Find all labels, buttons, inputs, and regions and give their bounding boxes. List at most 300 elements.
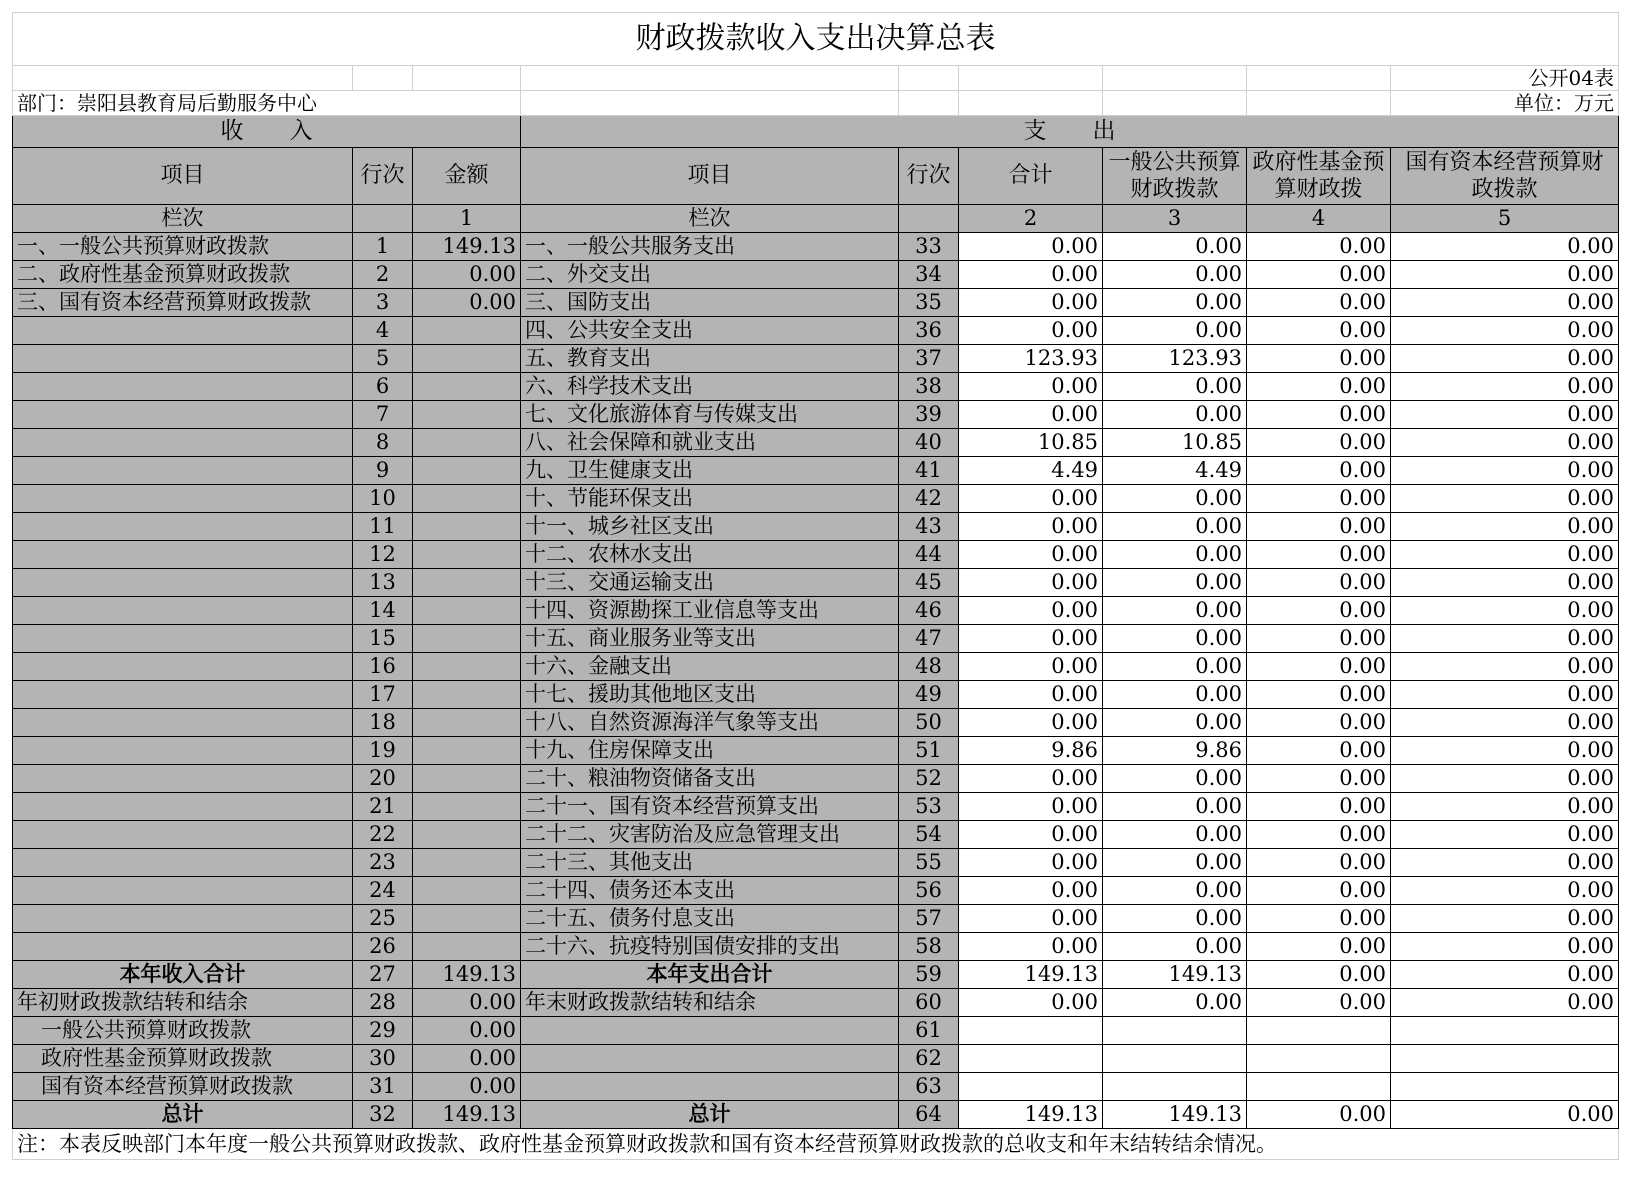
table-title: 财政拨款收入支出决算总表 xyxy=(13,13,1619,66)
state-capital-value: 0.00 xyxy=(1391,401,1619,429)
unit-label: 单位：万元 xyxy=(1391,91,1619,116)
fund-budget-value: 0.00 xyxy=(1247,345,1391,373)
form-number: 公开04表 xyxy=(1391,66,1619,91)
fund-budget-value: 0.00 xyxy=(1247,1101,1391,1129)
income-amount xyxy=(413,737,521,765)
fund-budget-value: 0.00 xyxy=(1247,457,1391,485)
table-row xyxy=(13,821,1619,849)
state-capital-value xyxy=(1391,1017,1619,1045)
state-capital-value: 0.00 xyxy=(1391,569,1619,597)
income-row-number: 28 xyxy=(353,989,413,1017)
table-row xyxy=(13,681,1619,709)
expense-item: 十二、农林水支出 xyxy=(521,541,899,569)
expense-row-number: 64 xyxy=(899,1101,959,1129)
expense-item: 十九、住房保障支出 xyxy=(521,737,899,765)
income-amount xyxy=(413,821,521,849)
income-row-number: 16 xyxy=(353,653,413,681)
fund-budget-value: 0.00 xyxy=(1247,849,1391,877)
income-item xyxy=(13,317,353,345)
state-capital-value: 0.00 xyxy=(1391,485,1619,513)
total-value: 0.00 xyxy=(959,597,1103,625)
income-item xyxy=(13,569,353,597)
income-item: 二、政府性基金预算财政拨款 xyxy=(13,261,353,289)
income-amount xyxy=(413,513,521,541)
expense-row-number: 49 xyxy=(899,681,959,709)
expense-item xyxy=(521,1045,899,1073)
state-capital-value: 0.00 xyxy=(1391,373,1619,401)
expense-item-header: 项目 xyxy=(521,148,899,205)
general-budget-value: 149.13 xyxy=(1103,961,1247,989)
income-amount xyxy=(413,429,521,457)
expense-row-number: 39 xyxy=(899,401,959,429)
income-amount xyxy=(413,569,521,597)
table-row xyxy=(13,961,1619,989)
expense-row-number: 57 xyxy=(899,905,959,933)
total-value: 0.00 xyxy=(959,709,1103,737)
state-capital-value: 0.00 xyxy=(1391,513,1619,541)
general-budget-value: 0.00 xyxy=(1103,401,1247,429)
income-amount xyxy=(413,681,521,709)
total-value: 0.00 xyxy=(959,905,1103,933)
fund-budget-value: 0.00 xyxy=(1247,401,1391,429)
state-capital-value: 0.00 xyxy=(1391,233,1619,261)
total-value: 0.00 xyxy=(959,765,1103,793)
total-value: 149.13 xyxy=(959,961,1103,989)
general-budget-value xyxy=(1103,1073,1247,1101)
income-row-number: 17 xyxy=(353,681,413,709)
income-row-number: 32 xyxy=(353,1101,413,1129)
expense-item: 十六、金融支出 xyxy=(521,653,899,681)
state-capital-header: 国有资本经营预算财政拨款 xyxy=(1391,148,1619,205)
state-capital-value: 0.00 xyxy=(1391,737,1619,765)
expense-row-number: 56 xyxy=(899,877,959,905)
expense-item: 二十一、国有资本经营预算支出 xyxy=(521,793,899,821)
total-value: 0.00 xyxy=(959,933,1103,961)
income-item xyxy=(13,373,353,401)
table-row xyxy=(13,737,1619,765)
income-amount xyxy=(413,541,521,569)
income-item xyxy=(13,429,353,457)
table-row xyxy=(13,709,1619,737)
expense-item: 三、国防支出 xyxy=(521,289,899,317)
fund-budget-header: 政府性基金预算财政拨 xyxy=(1247,148,1391,205)
income-row-number: 8 xyxy=(353,429,413,457)
expense-item: 九、卫生健康支出 xyxy=(521,457,899,485)
total-value xyxy=(959,1045,1103,1073)
table-row xyxy=(13,261,1619,289)
general-budget-value: 4.49 xyxy=(1103,457,1247,485)
income-amount xyxy=(413,877,521,905)
general-budget-header: 一般公共预算财政拨款 xyxy=(1103,148,1247,205)
fund-budget-value: 0.00 xyxy=(1247,989,1391,1017)
table-row xyxy=(13,1101,1619,1129)
expense-item: 四、公共安全支出 xyxy=(521,317,899,345)
income-row-number: 27 xyxy=(353,961,413,989)
table-row xyxy=(13,765,1619,793)
income-item xyxy=(13,905,353,933)
income-amount xyxy=(413,597,521,625)
state-capital-value: 0.00 xyxy=(1391,261,1619,289)
expense-row-number: 60 xyxy=(899,989,959,1017)
fiscal-summary-table xyxy=(12,12,1619,1160)
expense-item: 十五、商业服务业等支出 xyxy=(521,625,899,653)
fund-budget-value: 0.00 xyxy=(1247,737,1391,765)
table-row xyxy=(13,345,1619,373)
general-budget-value: 149.13 xyxy=(1103,1101,1247,1129)
total-value xyxy=(959,1073,1103,1101)
expense-row-number: 42 xyxy=(899,485,959,513)
expense-row-number: 37 xyxy=(899,345,959,373)
expense-row-number: 40 xyxy=(899,429,959,457)
income-amount xyxy=(413,905,521,933)
state-capital-value xyxy=(1391,1073,1619,1101)
total-value: 0.00 xyxy=(959,373,1103,401)
table-row xyxy=(13,1017,1619,1045)
income-row-number: 22 xyxy=(353,821,413,849)
general-budget-value: 0.00 xyxy=(1103,877,1247,905)
income-row-number: 15 xyxy=(353,625,413,653)
fund-budget-value: 0.00 xyxy=(1247,485,1391,513)
income-row-number: 31 xyxy=(353,1073,413,1101)
total-value: 0.00 xyxy=(959,317,1103,345)
general-budget-value: 123.93 xyxy=(1103,345,1247,373)
state-capital-value: 0.00 xyxy=(1391,429,1619,457)
fund-budget-value: 0.00 xyxy=(1247,709,1391,737)
income-amount xyxy=(413,653,521,681)
expense-row-number: 52 xyxy=(899,765,959,793)
income-amount xyxy=(413,345,521,373)
table-row xyxy=(13,989,1619,1017)
table-row xyxy=(13,933,1619,961)
total-value: 0.00 xyxy=(959,513,1103,541)
income-row-number: 13 xyxy=(353,569,413,597)
expense-row-number: 46 xyxy=(899,597,959,625)
general-budget-value xyxy=(1103,1045,1247,1073)
column-label-right: 栏次 xyxy=(521,205,899,233)
expense-item: 二十二、灾害防治及应急管理支出 xyxy=(521,821,899,849)
fund-budget-value: 0.00 xyxy=(1247,261,1391,289)
income-amount: 0.00 xyxy=(413,1045,521,1073)
state-capital-value: 0.00 xyxy=(1391,457,1619,485)
department-label: 部门：崇阳县教育局后勤服务中心 xyxy=(13,91,521,116)
income-row-number: 30 xyxy=(353,1045,413,1073)
income-item xyxy=(13,849,353,877)
fund-budget-value: 0.00 xyxy=(1247,569,1391,597)
income-item xyxy=(13,933,353,961)
column-label-left: 栏次 xyxy=(13,205,353,233)
income-amount xyxy=(413,457,521,485)
income-row-number: 26 xyxy=(353,933,413,961)
expense-row-number: 53 xyxy=(899,793,959,821)
state-capital-value: 0.00 xyxy=(1391,653,1619,681)
income-row-number: 7 xyxy=(353,401,413,429)
income-amount-header: 金额 xyxy=(413,148,521,205)
expense-section-header: 支 出 xyxy=(521,116,1619,148)
total-value: 0.00 xyxy=(959,485,1103,513)
state-capital-value: 0.00 xyxy=(1391,289,1619,317)
expense-item: 二十五、债务付息支出 xyxy=(521,905,899,933)
income-item: 年初财政拨款结转和结余 xyxy=(13,989,353,1017)
general-budget-value: 0.00 xyxy=(1103,989,1247,1017)
expense-row-header: 行次 xyxy=(899,148,959,205)
income-amount: 0.00 xyxy=(413,261,521,289)
fund-budget-value: 0.00 xyxy=(1247,793,1391,821)
income-amount xyxy=(413,793,521,821)
income-row-number: 18 xyxy=(353,709,413,737)
general-budget-value: 0.00 xyxy=(1103,793,1247,821)
income-amount xyxy=(413,765,521,793)
state-capital-value: 0.00 xyxy=(1391,317,1619,345)
column-number-4: 4 xyxy=(1247,205,1391,233)
income-item-header: 项目 xyxy=(13,148,353,205)
income-row-number: 20 xyxy=(353,765,413,793)
income-item xyxy=(13,737,353,765)
income-item xyxy=(13,541,353,569)
table-row xyxy=(13,373,1619,401)
income-row-number: 5 xyxy=(353,345,413,373)
total-value: 4.49 xyxy=(959,457,1103,485)
general-budget-value: 0.00 xyxy=(1103,289,1247,317)
expense-row-number: 58 xyxy=(899,933,959,961)
general-budget-value: 0.00 xyxy=(1103,821,1247,849)
total-value: 0.00 xyxy=(959,401,1103,429)
state-capital-value: 0.00 xyxy=(1391,849,1619,877)
income-item xyxy=(13,653,353,681)
expense-row-number: 61 xyxy=(899,1017,959,1045)
income-row-number: 10 xyxy=(353,485,413,513)
state-capital-value: 0.00 xyxy=(1391,877,1619,905)
income-amount: 149.13 xyxy=(413,961,521,989)
income-amount xyxy=(413,373,521,401)
expense-item: 二、外交支出 xyxy=(521,261,899,289)
fund-budget-value: 0.00 xyxy=(1247,961,1391,989)
general-budget-value: 9.86 xyxy=(1103,737,1247,765)
expense-row-number: 35 xyxy=(899,289,959,317)
expense-row-number: 48 xyxy=(899,653,959,681)
state-capital-value: 0.00 xyxy=(1391,1101,1619,1129)
income-item: 总计 xyxy=(13,1101,353,1129)
fund-budget-value: 0.00 xyxy=(1247,653,1391,681)
total-value: 0.00 xyxy=(959,989,1103,1017)
state-capital-value: 0.00 xyxy=(1391,709,1619,737)
income-amount xyxy=(413,849,521,877)
income-row-number: 3 xyxy=(353,289,413,317)
income-item xyxy=(13,709,353,737)
state-capital-value: 0.00 xyxy=(1391,821,1619,849)
total-value: 149.13 xyxy=(959,1101,1103,1129)
expense-row-number: 51 xyxy=(899,737,959,765)
income-item xyxy=(13,681,353,709)
income-amount xyxy=(413,933,521,961)
state-capital-value: 0.00 xyxy=(1391,625,1619,653)
general-budget-value: 0.00 xyxy=(1103,317,1247,345)
state-capital-value: 0.00 xyxy=(1391,541,1619,569)
expense-item: 十三、交通运输支出 xyxy=(521,569,899,597)
state-capital-value: 0.00 xyxy=(1391,933,1619,961)
total-value: 9.86 xyxy=(959,737,1103,765)
expense-item: 年末财政拨款结转和结余 xyxy=(521,989,899,1017)
income-item: 国有资本经营预算财政拨款 xyxy=(13,1073,353,1101)
table-row xyxy=(13,653,1619,681)
general-budget-value: 0.00 xyxy=(1103,597,1247,625)
income-item: 一般公共预算财政拨款 xyxy=(13,1017,353,1045)
fund-budget-value: 0.00 xyxy=(1247,905,1391,933)
income-item xyxy=(13,597,353,625)
spreadsheet xyxy=(12,12,1618,1160)
expense-row-number: 59 xyxy=(899,961,959,989)
income-amount: 0.00 xyxy=(413,989,521,1017)
income-item: 政府性基金预算财政拨款 xyxy=(13,1045,353,1073)
income-row-number: 1 xyxy=(353,233,413,261)
income-item: 一、一般公共预算财政拨款 xyxy=(13,233,353,261)
general-budget-value xyxy=(1103,1017,1247,1045)
income-amount: 0.00 xyxy=(413,1017,521,1045)
general-budget-value: 0.00 xyxy=(1103,261,1247,289)
general-budget-value: 0.00 xyxy=(1103,933,1247,961)
table-row xyxy=(13,289,1619,317)
table-note: 注：本表反映部门本年度一般公共预算财政拨款、政府性基金预算财政拨款和国有资本经营预算财政拨款的总收支和年末结转结余情况。 xyxy=(13,1129,1619,1160)
income-item xyxy=(13,765,353,793)
income-item: 三、国有资本经营预算财政拨款 xyxy=(13,289,353,317)
income-item xyxy=(13,793,353,821)
table-row xyxy=(13,793,1619,821)
fund-budget-value: 0.00 xyxy=(1247,233,1391,261)
income-section-header: 收 入 xyxy=(13,116,521,148)
general-budget-value: 10.85 xyxy=(1103,429,1247,457)
general-budget-value: 0.00 xyxy=(1103,653,1247,681)
column-number-5: 5 xyxy=(1391,205,1619,233)
expense-item: 十四、资源勘探工业信息等支出 xyxy=(521,597,899,625)
income-amount: 149.13 xyxy=(413,1101,521,1129)
expense-item: 七、文化旅游体育与传媒支出 xyxy=(521,401,899,429)
expense-item: 五、教育支出 xyxy=(521,345,899,373)
expense-item: 一、一般公共服务支出 xyxy=(521,233,899,261)
fund-budget-value: 0.00 xyxy=(1247,597,1391,625)
expense-item: 十、节能环保支出 xyxy=(521,485,899,513)
income-item: 本年收入合计 xyxy=(13,961,353,989)
income-amount xyxy=(413,485,521,513)
total-value: 0.00 xyxy=(959,541,1103,569)
total-value: 123.93 xyxy=(959,345,1103,373)
expense-row-number: 34 xyxy=(899,261,959,289)
column-number-1: 1 xyxy=(413,205,521,233)
expense-row-number: 45 xyxy=(899,569,959,597)
expense-item: 十八、自然资源海洋气象等支出 xyxy=(521,709,899,737)
table-row xyxy=(13,457,1619,485)
state-capital-value: 0.00 xyxy=(1391,681,1619,709)
fund-budget-value: 0.00 xyxy=(1247,877,1391,905)
income-row-number: 29 xyxy=(353,1017,413,1045)
fund-budget-value: 0.00 xyxy=(1247,289,1391,317)
expense-row-number: 41 xyxy=(899,457,959,485)
table-row xyxy=(13,233,1619,261)
total-value: 0.00 xyxy=(959,653,1103,681)
expense-item: 六、科学技术支出 xyxy=(521,373,899,401)
total-value: 0.00 xyxy=(959,261,1103,289)
fund-budget-value: 0.00 xyxy=(1247,681,1391,709)
state-capital-value xyxy=(1391,1045,1619,1073)
income-item xyxy=(13,401,353,429)
total-value: 10.85 xyxy=(959,429,1103,457)
expense-item: 总计 xyxy=(521,1101,899,1129)
income-row-number: 4 xyxy=(353,317,413,345)
income-row-number: 25 xyxy=(353,905,413,933)
expense-row-number: 33 xyxy=(899,233,959,261)
income-row-number: 2 xyxy=(353,261,413,289)
fund-budget-value: 0.00 xyxy=(1247,765,1391,793)
expense-row-number: 55 xyxy=(899,849,959,877)
table-row xyxy=(13,1073,1619,1101)
state-capital-value: 0.00 xyxy=(1391,905,1619,933)
table-row xyxy=(13,401,1619,429)
general-budget-value: 0.00 xyxy=(1103,681,1247,709)
fund-budget-value: 0.00 xyxy=(1247,317,1391,345)
income-row-number: 12 xyxy=(353,541,413,569)
income-amount xyxy=(413,709,521,737)
general-budget-value: 0.00 xyxy=(1103,905,1247,933)
income-amount xyxy=(413,401,521,429)
income-item xyxy=(13,877,353,905)
expense-item: 八、社会保障和就业支出 xyxy=(521,429,899,457)
table-row xyxy=(13,429,1619,457)
expense-item xyxy=(521,1017,899,1045)
state-capital-value: 0.00 xyxy=(1391,989,1619,1017)
general-budget-value: 0.00 xyxy=(1103,513,1247,541)
fund-budget-value: 0.00 xyxy=(1247,513,1391,541)
expense-row-number: 38 xyxy=(899,373,959,401)
income-row-header: 行次 xyxy=(353,148,413,205)
fund-budget-value xyxy=(1247,1017,1391,1045)
expense-row-number: 36 xyxy=(899,317,959,345)
state-capital-value: 0.00 xyxy=(1391,961,1619,989)
expense-row-number: 62 xyxy=(899,1045,959,1073)
general-budget-value: 0.00 xyxy=(1103,485,1247,513)
income-item xyxy=(13,625,353,653)
fund-budget-value: 0.00 xyxy=(1247,541,1391,569)
income-row-number: 14 xyxy=(353,597,413,625)
expense-row-number: 54 xyxy=(899,821,959,849)
table-row xyxy=(13,877,1619,905)
expense-item: 二十、粮油物资储备支出 xyxy=(521,765,899,793)
expense-item: 十七、援助其他地区支出 xyxy=(521,681,899,709)
state-capital-value: 0.00 xyxy=(1391,765,1619,793)
table-row xyxy=(13,317,1619,345)
expense-row-number: 63 xyxy=(899,1073,959,1101)
state-capital-value: 0.00 xyxy=(1391,345,1619,373)
income-row-number: 24 xyxy=(353,877,413,905)
expense-row-number: 44 xyxy=(899,541,959,569)
income-amount xyxy=(413,625,521,653)
total-value: 0.00 xyxy=(959,233,1103,261)
general-budget-value: 0.00 xyxy=(1103,569,1247,597)
income-row-number: 21 xyxy=(353,793,413,821)
state-capital-value: 0.00 xyxy=(1391,793,1619,821)
income-item xyxy=(13,513,353,541)
table-row xyxy=(13,513,1619,541)
fund-budget-value: 0.00 xyxy=(1247,625,1391,653)
expense-item: 二十四、债务还本支出 xyxy=(521,877,899,905)
fund-budget-value: 0.00 xyxy=(1247,933,1391,961)
general-budget-value: 0.00 xyxy=(1103,373,1247,401)
income-row-number: 11 xyxy=(353,513,413,541)
state-capital-value: 0.00 xyxy=(1391,597,1619,625)
income-row-number: 9 xyxy=(353,457,413,485)
total-value: 0.00 xyxy=(959,877,1103,905)
general-budget-value: 0.00 xyxy=(1103,625,1247,653)
expense-row-number: 43 xyxy=(899,513,959,541)
income-item xyxy=(13,345,353,373)
income-row-number: 6 xyxy=(353,373,413,401)
